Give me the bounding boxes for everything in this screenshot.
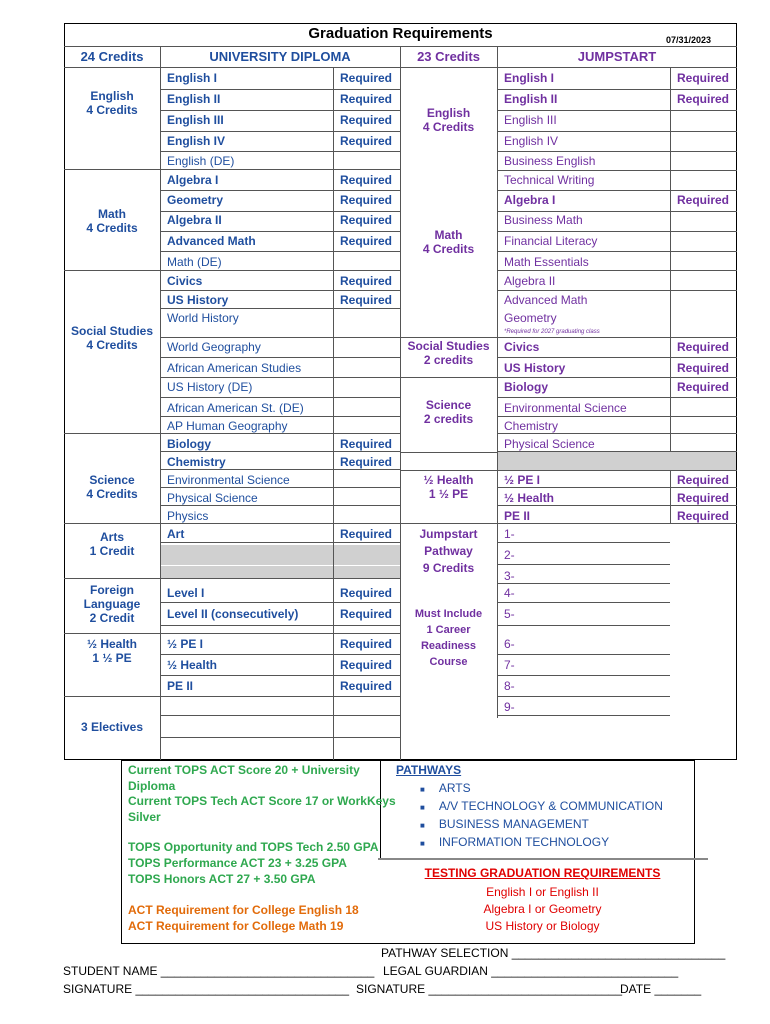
- tops-line7: TOPS Honors ACT 27 + 3.50 GPA: [128, 872, 316, 886]
- geometry-note: *Required for 2027 graduating class: [504, 329, 600, 335]
- js-career-l1: Must Include: [414, 608, 483, 620]
- header-university-diploma: UNIVERSITY DIPLOMA: [209, 49, 351, 64]
- bullet-icon: ■: [420, 821, 425, 830]
- required-label: Required: [340, 527, 393, 541]
- jumpstart-course: Algebra II: [504, 274, 556, 288]
- arts-grey-1: [161, 545, 333, 565]
- univ-course: US History: [167, 293, 229, 307]
- tops-line2: Diploma: [128, 778, 176, 793]
- student-signature-field[interactable]: SIGNATURE ________________________________: [63, 982, 350, 996]
- page-title: Graduation Requirements: [308, 25, 493, 42]
- pathway-item: ■ BUSINESS MANAGEMENT: [420, 817, 589, 831]
- univ-science-credits: 4 Credits: [86, 487, 138, 501]
- pathway-item: ■ INFORMATION TECHNOLOGY: [420, 835, 610, 849]
- jumpstart-course: English II: [504, 92, 558, 106]
- pathway-item: ■ A/V TECHNOLOGY & COMMUNICATION: [420, 799, 663, 813]
- univ-course: Civics: [167, 274, 203, 288]
- required-label: Required: [340, 134, 393, 148]
- jumpstart-course: Geometry: [504, 311, 557, 325]
- tops-line6: TOPS Performance ACT 23 + 3.25 GPA: [128, 856, 347, 870]
- required-label: Required: [340, 234, 393, 248]
- required-label: Required: [677, 71, 730, 85]
- univ-health-name: ½ Health: [86, 637, 137, 651]
- tops-gpa: [128, 839, 379, 887]
- js-math-name: Math: [434, 228, 463, 242]
- js-math-credits: 4 Credits: [422, 242, 475, 256]
- required-label: Required: [340, 274, 393, 288]
- jumpstart-course: 9-: [504, 700, 515, 714]
- js-pathway-credits: 9 Credits: [422, 561, 475, 575]
- univ-course: ½ Health: [167, 658, 218, 672]
- required-label: Required: [340, 658, 393, 672]
- jumpstart-course: 7-: [504, 658, 515, 672]
- jumpstart-course: ½ Health: [504, 491, 555, 505]
- univ-english-credits: 4 Credits: [86, 103, 138, 117]
- univ-science-name: Science: [89, 473, 135, 487]
- required-label: Required: [340, 113, 393, 127]
- required-label: Required: [340, 293, 393, 307]
- pathways-title: PATHWAYS: [396, 763, 462, 777]
- js-career-l4: Course: [429, 656, 468, 668]
- pathways-list: [420, 780, 663, 852]
- js-science-label: [400, 398, 497, 426]
- univ-course: Physics: [167, 509, 209, 523]
- js-social-name: Social Studies: [407, 339, 490, 353]
- js-health-name: ½ Health: [423, 473, 474, 487]
- js-career-label: [400, 606, 497, 670]
- testing-item: US History or Biology: [485, 919, 600, 933]
- jumpstart-course: Biology: [504, 380, 548, 394]
- univ-math-credits: 4 Credits: [86, 221, 138, 235]
- jumpstart-course: 6-: [504, 637, 515, 651]
- js-grey: [498, 452, 736, 470]
- js-health-label: [400, 473, 497, 501]
- univ-foreign-credits: 2 Credit: [89, 611, 135, 625]
- required-label: Required: [340, 213, 393, 227]
- tops-line1: Current TOPS ACT Score 20 + University: [128, 763, 360, 777]
- act-math: ACT Requirement for College Math 19: [128, 919, 344, 933]
- univ-course: ½ PE I: [167, 637, 204, 651]
- univ-course: African American Studies: [167, 361, 302, 375]
- js-english-name: English: [426, 106, 471, 120]
- header-24-credits: 24 Credits: [80, 49, 144, 64]
- act-requirements: [128, 902, 359, 934]
- jumpstart-course: English I: [504, 71, 555, 85]
- univ-course: Biology: [167, 437, 211, 451]
- testing-list: [380, 884, 705, 935]
- univ-course: Geometry: [167, 193, 224, 207]
- pathway-item: ■ ARTS: [420, 781, 471, 795]
- univ-arts-label: [64, 530, 160, 558]
- required-label: Required: [340, 193, 393, 207]
- required-label: Required: [340, 455, 393, 469]
- univ-electives-label: 3 Electives: [80, 720, 144, 734]
- js-health-credits: 1 ½ PE: [428, 487, 469, 501]
- required-label: Required: [677, 361, 730, 375]
- date-field[interactable]: DATE _______: [620, 982, 702, 996]
- testing-title: TESTING GRADUATION REQUIREMENTS: [424, 866, 661, 880]
- tops-line5: TOPS Opportunity and TOPS Tech 2.50 GPA: [128, 840, 379, 854]
- jumpstart-course: Civics: [504, 340, 540, 354]
- univ-foreign-name2: Language: [83, 597, 141, 611]
- univ-course: Environmental Science: [167, 473, 290, 487]
- js-science-name: Science: [425, 398, 472, 412]
- js-pathway-label: [400, 526, 497, 577]
- js-career-l2: 1 Career: [426, 624, 471, 636]
- jumpstart-course: PE II: [504, 509, 531, 523]
- testing-item: Algebra I or Geometry: [483, 902, 602, 916]
- bullet-icon: ■: [420, 839, 425, 848]
- univ-course: Math (DE): [167, 255, 222, 269]
- required-label: Required: [340, 173, 393, 187]
- act-english: ACT Requirement for College English 18: [128, 903, 359, 917]
- univ-course: Physical Science: [167, 491, 258, 505]
- univ-course: World History: [167, 311, 239, 325]
- required-label: Required: [677, 340, 730, 354]
- jumpstart-course: US History: [504, 361, 566, 375]
- required-label: Required: [677, 92, 730, 106]
- univ-arts-name: Arts: [99, 530, 124, 544]
- required-label: Required: [340, 586, 393, 600]
- univ-health-label: [64, 637, 160, 665]
- js-english-credits: 4 Credits: [422, 120, 475, 134]
- univ-course: US History (DE): [167, 380, 253, 394]
- required-label: Required: [340, 92, 393, 106]
- univ-course: English I: [167, 71, 218, 85]
- jumpstart-course: 5-: [504, 607, 515, 621]
- univ-course: Chemistry: [167, 455, 226, 469]
- jumpstart-course: 8-: [504, 679, 515, 693]
- jumpstart-course: Business English: [504, 154, 596, 168]
- jumpstart-course: Advanced Math: [504, 293, 588, 307]
- js-math-label: [400, 228, 497, 256]
- form-date: 07/31/2023: [666, 35, 712, 45]
- jumpstart-course: ½ PE I: [504, 473, 541, 487]
- required-label: Required: [340, 71, 393, 85]
- jumpstart-course: Math Essentials: [504, 255, 589, 269]
- univ-course: Algebra II: [167, 213, 222, 227]
- bullet-icon: ■: [420, 803, 425, 812]
- univ-science-label: [64, 473, 160, 501]
- js-career-l3: Readiness: [420, 640, 477, 652]
- required-label: Required: [677, 491, 730, 505]
- arts-grey-4: [334, 566, 400, 578]
- bullet-icon: ■: [420, 785, 425, 794]
- jumpstart-course: English IV: [504, 134, 559, 148]
- univ-course: PE II: [167, 679, 194, 693]
- tops-info: [128, 763, 396, 825]
- univ-course: English II: [167, 92, 221, 106]
- jumpstart-course: Business Math: [504, 213, 583, 227]
- jumpstart-course: English III: [504, 113, 557, 127]
- jumpstart-course: Algebra I: [504, 193, 556, 207]
- js-pathway-name2: Pathway: [424, 544, 473, 558]
- legal-guardian-field[interactable]: LEGAL GUARDIAN ____________________________: [383, 964, 679, 978]
- tops-line3: Current TOPS Tech ACT Score 17 or WorkKeys: [128, 794, 396, 808]
- required-label: Required: [340, 437, 393, 451]
- univ-course: World Geography: [167, 340, 261, 354]
- arts-grey-3: [161, 566, 333, 578]
- js-science-credits: 2 credits: [423, 412, 474, 426]
- required-label: Required: [340, 607, 393, 621]
- univ-social-name: Social Studies: [70, 324, 154, 338]
- pathway-selection-field[interactable]: PATHWAY SELECTION ________________________________: [381, 946, 726, 960]
- univ-course: Level II (consecutively): [167, 607, 299, 621]
- header-jumpstart: JUMPSTART: [577, 49, 657, 64]
- univ-social-credits: 4 Credits: [86, 338, 138, 352]
- univ-foreign-label: [64, 583, 160, 625]
- js-social-credits: 2 credits: [423, 353, 474, 367]
- required-label: Required: [340, 637, 393, 651]
- univ-course: AP Human Geography: [167, 419, 288, 433]
- jumpstart-course: Chemistry: [504, 419, 559, 433]
- arts-grey-2: [334, 545, 400, 565]
- univ-english-name: English: [90, 89, 134, 103]
- required-label: Required: [677, 380, 730, 394]
- required-label: Required: [677, 193, 730, 207]
- testing-item: English I or English II: [486, 885, 599, 899]
- univ-course: African American St. (DE): [167, 401, 304, 415]
- student-name-field[interactable]: STUDENT NAME ________________________________: [63, 964, 375, 978]
- jumpstart-course: 4-: [504, 586, 515, 600]
- univ-social-label: [64, 324, 160, 352]
- js-pathway-name: Jumpstart: [419, 527, 478, 541]
- jumpstart-course: Physical Science: [504, 437, 595, 451]
- jumpstart-course: Technical Writing: [504, 173, 595, 187]
- js-english-label: [400, 106, 497, 134]
- univ-course: Level I: [167, 586, 205, 600]
- required-label: Required: [677, 509, 730, 523]
- univ-health-credits: 1 ½ PE: [92, 651, 132, 665]
- guardian-signature-field[interactable]: SIGNATURE _____________________________: [356, 982, 622, 996]
- univ-english-label: [64, 89, 160, 117]
- univ-math-label: [64, 207, 160, 235]
- univ-course: English III: [167, 113, 224, 127]
- univ-course: Advanced Math: [167, 234, 256, 248]
- jumpstart-course: 3-: [504, 569, 515, 583]
- univ-foreign-name: Foreign: [90, 583, 134, 597]
- jumpstart-course: Environmental Science: [504, 401, 627, 415]
- univ-arts-credits: 1 Credit: [89, 544, 135, 558]
- univ-course: Algebra I: [167, 173, 219, 187]
- js-social-label: [400, 339, 497, 367]
- jumpstart-course: 1-: [504, 527, 515, 541]
- tops-line4: Silver: [128, 809, 161, 824]
- jumpstart-course: 2-: [504, 548, 515, 562]
- header-23-credits: 23 Credits: [417, 49, 480, 64]
- univ-math-name: Math: [98, 207, 126, 221]
- required-label: Required: [677, 473, 730, 487]
- univ-course: Art: [167, 527, 185, 541]
- univ-course: English IV: [167, 134, 226, 148]
- univ-course: English (DE): [167, 154, 235, 168]
- required-label: Required: [340, 679, 393, 693]
- jumpstart-course: Financial Literacy: [504, 234, 598, 248]
